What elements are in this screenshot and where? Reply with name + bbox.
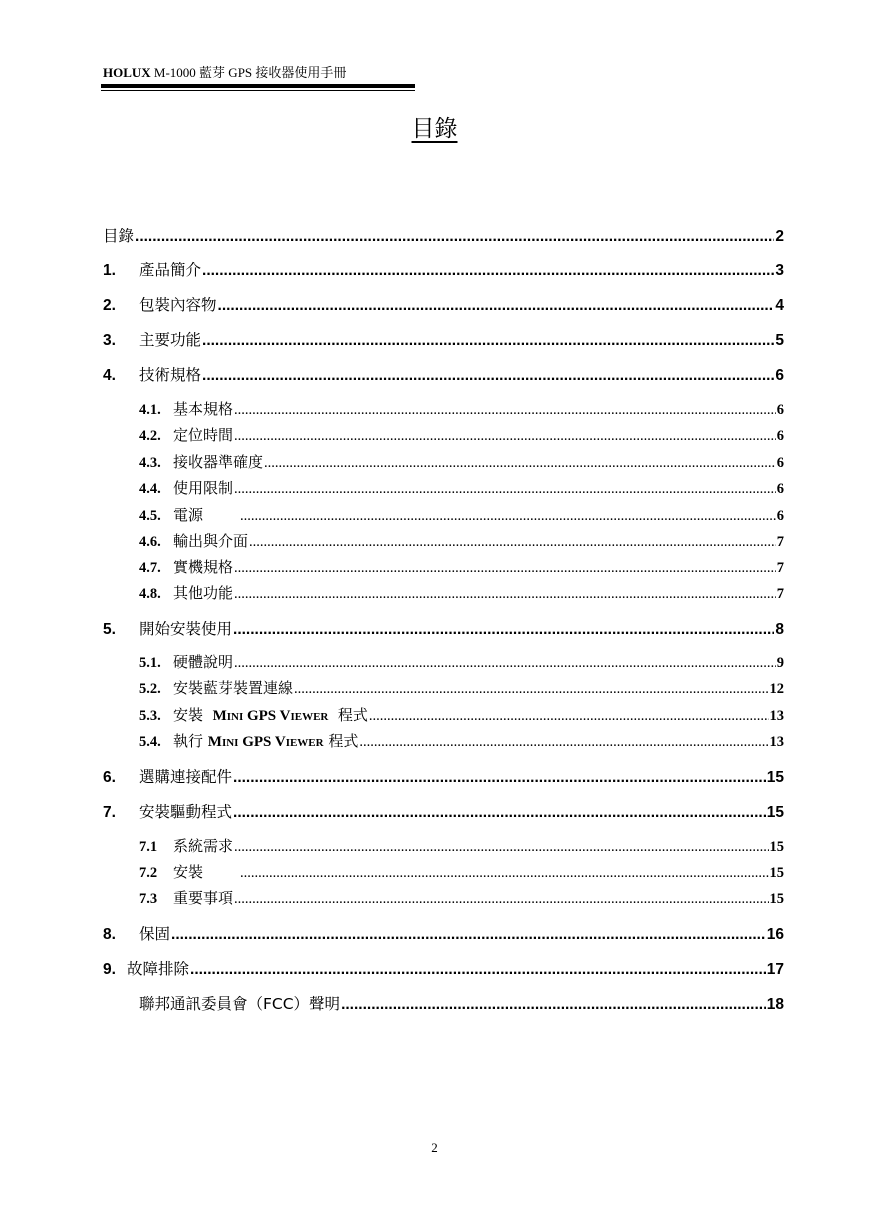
toc-number: 7.3 xyxy=(139,891,158,907)
toc-leader xyxy=(202,367,774,385)
toc-page: 7 xyxy=(776,586,784,602)
toc-leader xyxy=(249,534,776,551)
toc-page: 6 xyxy=(775,367,784,384)
toc-entry-4-1[interactable] xyxy=(139,398,784,418)
toc-leader xyxy=(234,839,768,856)
toc-leader xyxy=(233,769,766,787)
toc-leader xyxy=(359,734,768,751)
toc-page: 7 xyxy=(776,560,784,576)
toc-label: 目錄 xyxy=(103,227,135,245)
toc-label: 安裝驅動程式 xyxy=(139,803,233,821)
toc-entry-4-8[interactable] xyxy=(139,582,784,602)
toc-leader xyxy=(234,586,776,603)
toc-label: 執行 Mini GPS Viewer 程式 xyxy=(173,732,359,750)
toc-entry-5-4[interactable] xyxy=(139,730,784,750)
toc-page: 13 xyxy=(769,708,784,724)
toc-number: 5.3. xyxy=(139,708,161,724)
toc-page: 8 xyxy=(775,621,784,638)
toc-page: 15 xyxy=(766,769,784,786)
toc-label: 其他功能 xyxy=(173,584,234,602)
toc-page: 15 xyxy=(766,804,784,821)
toc-label: 輸出與介面 xyxy=(173,532,249,550)
toc-number: 5. xyxy=(103,621,116,638)
toc-number: 4.4. xyxy=(139,481,161,497)
toc-entry-5-1[interactable] xyxy=(139,651,784,671)
toc-label: 重要事項 xyxy=(173,889,234,907)
header-rule-thin xyxy=(101,90,415,91)
toc-label: 安裝藍芽裝置連線 xyxy=(173,679,294,697)
toc-leader xyxy=(240,865,768,882)
toc-label: 接收器準確度 xyxy=(173,453,264,471)
toc-label: 實機規格 xyxy=(173,558,234,576)
toc-number: 5.4. xyxy=(139,734,161,750)
header-brand: HOLUX xyxy=(103,65,151,80)
page-title: 目錄 xyxy=(411,116,458,142)
toc-leader xyxy=(234,560,776,577)
toc-leader xyxy=(234,481,776,498)
toc-number: 5.2. xyxy=(139,681,161,697)
toc-leader xyxy=(218,297,775,315)
toc-page: 9 xyxy=(776,655,784,671)
page-number: 2 xyxy=(431,1140,438,1155)
toc-leader xyxy=(294,681,768,698)
toc-number: 4.1. xyxy=(139,402,161,418)
toc-label: 保固 xyxy=(139,925,171,943)
toc-page: 15 xyxy=(769,839,784,855)
toc-number: 7.2 xyxy=(139,865,158,881)
toc-leader xyxy=(202,332,774,350)
toc-entry-4[interactable] xyxy=(103,363,784,383)
toc-entry-9[interactable] xyxy=(103,957,784,977)
toc-entry-7-1[interactable] xyxy=(139,835,784,855)
toc-number: 4.7. xyxy=(139,560,161,576)
toc-page: 2 xyxy=(775,228,784,245)
header-rule xyxy=(101,84,415,88)
toc-number: 6. xyxy=(103,769,116,786)
toc-entry-5-2[interactable] xyxy=(139,677,784,697)
toc-entry-4-4[interactable] xyxy=(139,477,784,497)
toc-page: 12 xyxy=(769,681,784,697)
toc-label: 技術規格 xyxy=(139,366,202,384)
toc-label: 故障排除 xyxy=(127,960,190,978)
toc-number: 4. xyxy=(103,367,116,384)
toc-number: 7. xyxy=(103,804,116,821)
toc-label: 系統需求 xyxy=(173,837,234,855)
toc-entry-4-6[interactable] xyxy=(139,530,784,550)
toc-leader xyxy=(264,455,776,472)
toc-entry-4-5[interactable] xyxy=(139,504,784,524)
toc-entry-7-2[interactable] xyxy=(139,861,784,881)
toc-entry-8[interactable] xyxy=(103,922,784,942)
toc-entry-1[interactable] xyxy=(103,258,784,278)
toc-entry-4-7[interactable] xyxy=(139,556,784,576)
toc-page: 4 xyxy=(775,297,784,314)
toc-label: 包裝內容物 xyxy=(139,296,217,314)
toc-page: 17 xyxy=(766,961,784,978)
toc-number: 2. xyxy=(103,297,116,314)
running-header xyxy=(103,62,346,81)
toc-leader xyxy=(369,708,769,725)
toc-label: 產品簡介 xyxy=(139,261,202,279)
toc-entry-7[interactable] xyxy=(103,800,784,820)
toc-label: 使用限制 xyxy=(173,479,234,497)
toc-number: 1. xyxy=(103,262,116,279)
toc-number: 9. xyxy=(103,961,116,978)
toc-page: 15 xyxy=(769,891,784,907)
toc-label: 電源 xyxy=(173,506,204,524)
toc-page: 15 xyxy=(769,865,784,881)
toc-leader xyxy=(234,428,776,445)
toc-page: 6 xyxy=(776,508,784,524)
toc-entry-fcc[interactable] xyxy=(103,992,784,1012)
toc-entry-contents[interactable] xyxy=(103,224,784,244)
toc-label: 定位時間 xyxy=(173,426,234,444)
toc-label: 聯邦通訊委員會（FCC）聲明 xyxy=(139,995,341,1013)
toc-page: 6 xyxy=(776,402,784,418)
toc-leader xyxy=(171,926,766,944)
toc-entry-3[interactable] xyxy=(103,328,784,348)
toc-entry-5[interactable] xyxy=(103,617,784,637)
toc-number: 3. xyxy=(103,332,116,349)
toc-label: 基本規格 xyxy=(173,400,234,418)
toc-number: 4.5. xyxy=(139,508,161,524)
toc-page: 13 xyxy=(769,734,784,750)
toc-page: 16 xyxy=(766,926,784,943)
toc-entry-7-3[interactable] xyxy=(139,887,784,907)
toc-leader xyxy=(190,961,766,979)
toc-label: 硬體說明 xyxy=(173,653,234,671)
toc-page: 3 xyxy=(775,262,784,279)
toc-number: 4.3. xyxy=(139,455,161,471)
toc-entry-6[interactable] xyxy=(103,765,784,785)
toc-label: 選購連接配件 xyxy=(139,768,233,786)
toc-entry-4-3[interactable] xyxy=(139,451,784,471)
toc-leader xyxy=(233,621,774,639)
toc-leader xyxy=(234,655,776,672)
toc-number: 7.1 xyxy=(139,839,158,855)
toc-leader xyxy=(341,996,766,1014)
toc-label: 安裝 xyxy=(173,863,204,881)
toc-number: 4.2. xyxy=(139,428,161,444)
toc-page: 18 xyxy=(766,996,784,1013)
toc-leader xyxy=(234,891,768,908)
toc-number: 5.1. xyxy=(139,655,161,671)
toc-entry-4-2[interactable] xyxy=(139,424,784,444)
toc-number: 8. xyxy=(103,926,116,943)
toc-entry-2[interactable] xyxy=(103,293,784,313)
toc-number: 4.6. xyxy=(139,534,161,550)
toc-leader xyxy=(135,228,774,246)
toc-label: 主要功能 xyxy=(139,331,202,349)
toc-label: 開始安裝使用 xyxy=(139,620,233,638)
toc-page: 6 xyxy=(776,428,784,444)
toc-leader xyxy=(233,804,766,822)
toc-entry-5-3[interactable] xyxy=(139,704,784,724)
toc-page: 7 xyxy=(776,534,784,550)
toc-leader xyxy=(240,508,776,525)
toc-leader xyxy=(234,402,776,419)
header-title: M-1000 藍芽 GPS 接收器使用手冊 xyxy=(153,65,347,80)
toc-page: 5 xyxy=(775,332,784,349)
toc-page: 6 xyxy=(776,455,784,471)
toc-page: 6 xyxy=(776,481,784,497)
toc-label: 安裝 Mini GPS Viewer 程式 xyxy=(173,706,368,724)
toc-number: 4.8. xyxy=(139,586,161,602)
toc-leader xyxy=(202,262,774,280)
